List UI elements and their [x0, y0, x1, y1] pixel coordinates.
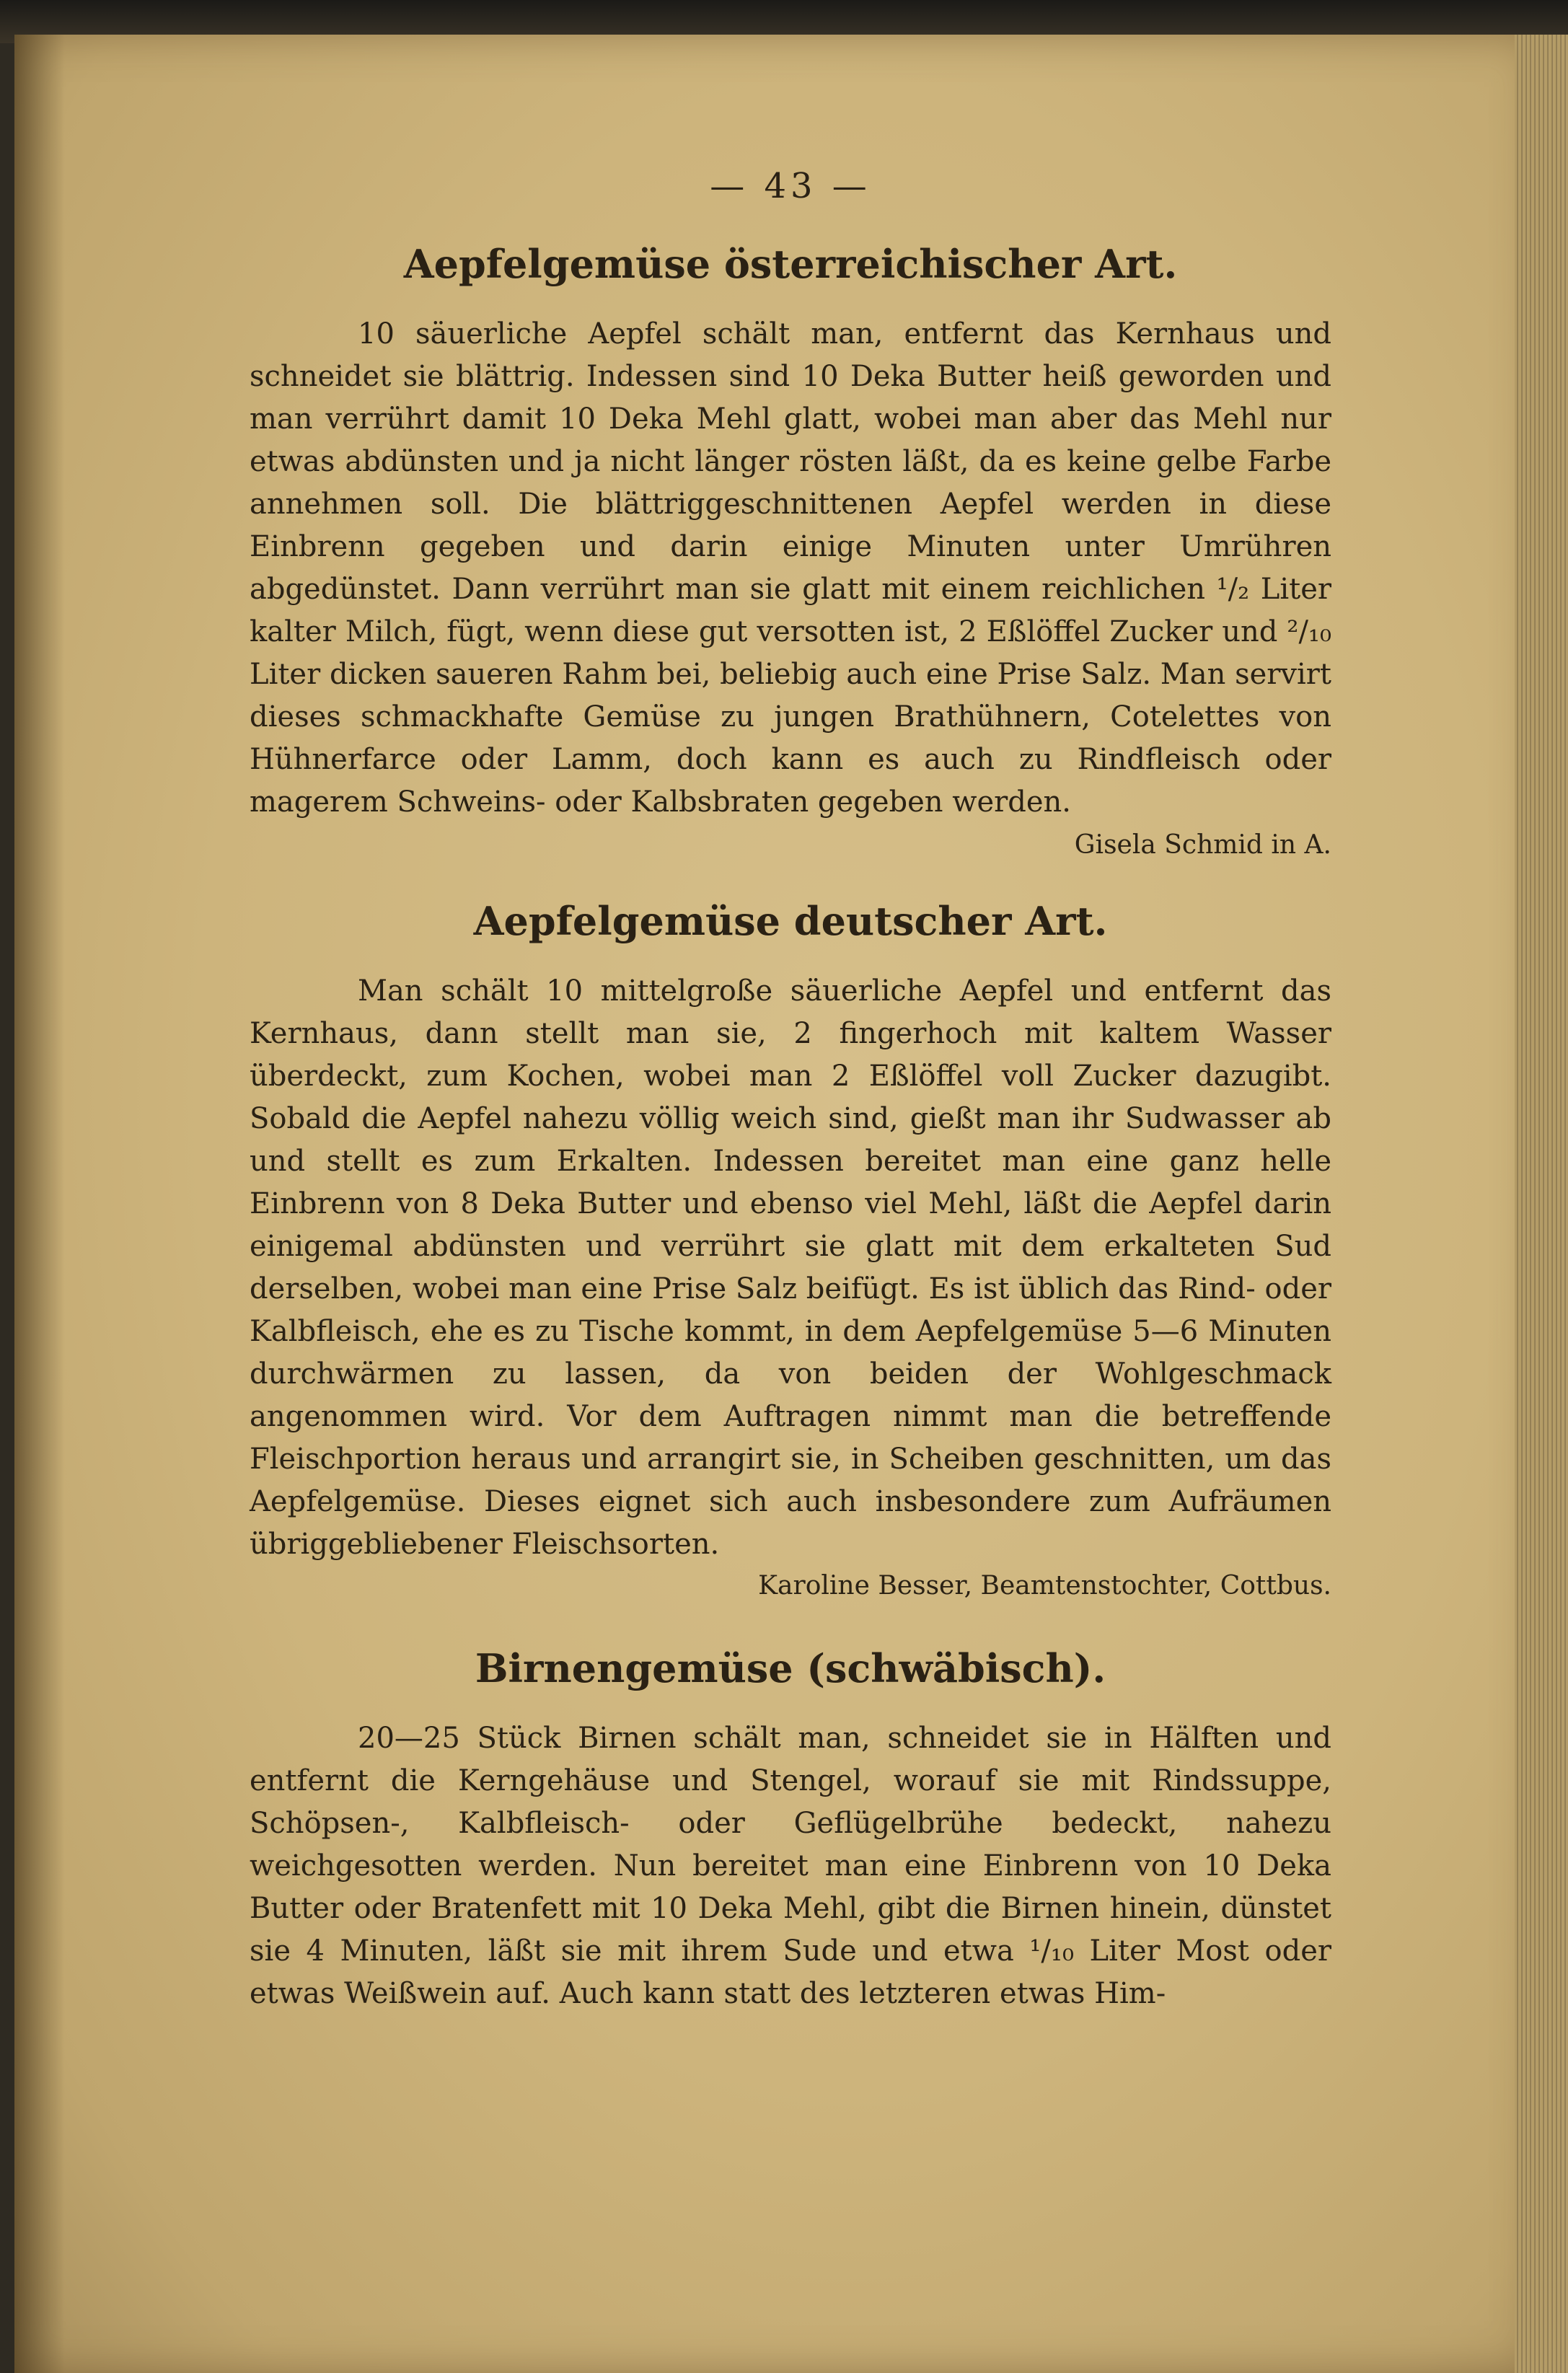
recipe-author-2: Karoline Besser, Beamtenstochter, Cottbus. — [758, 1571, 1331, 1601]
recipe-title-3: Birnengemüse (schwäbisch). — [475, 1645, 1106, 1691]
binding-gutter-shadow — [14, 35, 65, 2373]
recipe-author-1: Gisela Schmid in A. — [1074, 830, 1331, 860]
recipe-text-1-body: 10 säuerliche Aepfel schält man, entfernt das Kernhaus und schneidet sie blättrig. Indessen sind 10 Deka Butter heiß geworden und man verrührt damit 10 Deka Mehl glatt, wobei man aber das Mehl nur etwas abdünsten und ja nicht länger rösten läßt, da es keine gelbe Farbe annehmen soll. Die blättriggeschnittenen Aepfel werden in diese Einbrenn gegeben und darin einige Minuten unter Umrühren abgedünstet. Dann verrührt man sie glatt mit einem reichlichen ¹/₂ Liter kalter Milch, fügt, wenn diese gut versotten ist, 2 Eßlöffel Zucker und ²/₁₀ Liter dicken saueren Rahm bei, beliebig auch eine Prise Salz. Man servirt dieses schmackhafte Gemüse zu jungen Brathühnern, Cotelettes von Hühnerfarce oder Lamm, doch kann es auch zu Rindfleisch oder magerem Schweins- oder Kalbsbraten gegeben werden. — [250, 317, 1331, 819]
recipe-text-1 — [250, 313, 1331, 860]
recipe-text-2: Man schält 10 mittelgroße säuerliche Aepfel und entfernt das Kernhaus, dann stellt man sie, 2 fingerhoch mit kaltem Wasser überdeckt, zum Kochen, wobei man 2 Eßlöffel voll Zucker dazugibt. Sobald die Aepfel nahezu völlig weich sind, gießt man ihr Sudwasser ab und stellt es zum Erkalten. Indessen bereitet man eine ganz helle Einbrenn von 8 Deka Butter und ebenso viel Mehl, läßt die Aepfel darin einigemal abdünsten und verrührt sie glatt mit dem erkalteten Sud derselben, wobei man eine Prise Salz beifügt. Es ist üblich das Rind- oder Kalbfleisch, ehe es zu Tische kommt, in dem Aepfelgemüse 5—6 Minuten durchwärmen zu lassen, da von beiden der Wohlgeschmack angenommen wird. Vor dem Auftragen nimmt man die betreffende Fleischportion heraus und arrangirt sie, in Scheiben geschnitten, um das Aepfelgemüse. Dieses eignet sich auch insbesondere zum Aufräumen übriggebliebener Fleischsorten. — [250, 974, 1331, 1561]
recipe-title-1: Aepfelgemüse österreichischer Art. — [403, 241, 1178, 287]
recipe-title-2: Aepfelgemüse deutscher Art. — [473, 898, 1108, 944]
recipe-text-3: 20—25 Stück Birnen schält man, schneidet sie in Hälften und entfernt die Kerngehäuse und Stengel, worauf sie mit Rindssuppe, Schöpsen-, Kalbfleisch- oder Geflügelbrühe bedeckt, nahezu weichgesotten werden. Nun bereitet man eine Einbrenn von 10 Deka Butter oder Bratenfett mit 10 Deka Mehl, gibt die Birnen hinein, dünstet sie 4 Minuten, läßt sie mit ihrem Sude und etwa ¹/₁₀ Liter Most oder etwas Weißwein auf. Auch kann statt des letzteren etwas Him- — [250, 1722, 1331, 2010]
page-edges — [1515, 35, 1568, 2373]
page-content — [250, 166, 1331, 2015]
page-number: — 43 — — [710, 166, 871, 206]
